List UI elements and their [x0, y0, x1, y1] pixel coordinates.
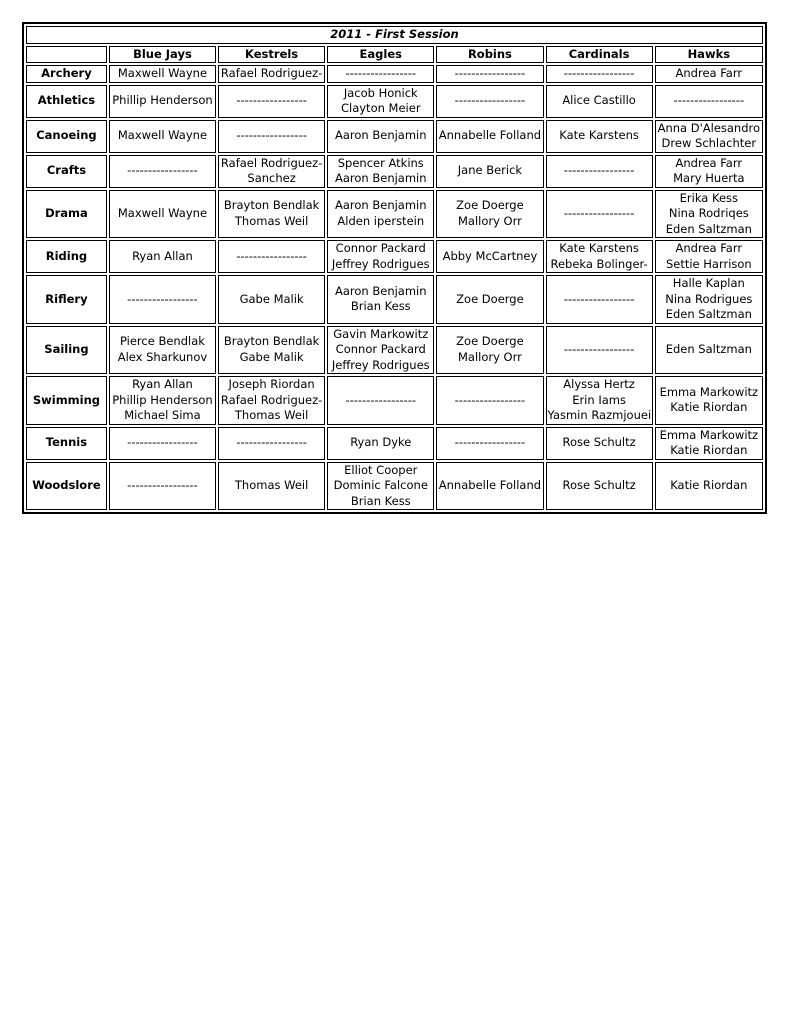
camper-name: Annabelle Folland: [438, 128, 542, 143]
camper-name: Gabe Malik: [239, 291, 304, 306]
camper-name: Spencer Atkins: [337, 155, 424, 170]
activity-label: Woodslore: [26, 462, 107, 511]
schedule-sheet: [22, 22, 767, 514]
assignment-cell: [546, 462, 653, 511]
assignment-cell: [436, 326, 543, 375]
assignment-cell: [218, 120, 325, 153]
assignment-cell: [655, 65, 763, 83]
camper-name: Erin Iams: [572, 392, 626, 407]
camper-name: Zoe Doerge: [456, 198, 524, 213]
assignment-cell: [546, 427, 653, 460]
assignment-cell: [546, 275, 653, 324]
column-header-hawks: Hawks: [655, 46, 763, 64]
camper-name: Sanchez: [247, 171, 296, 185]
camper-name: Annabelle Folland: [438, 478, 542, 492]
activity-row-woodslore: [26, 462, 763, 511]
column-header-kestrels: Kestrels: [218, 46, 325, 64]
activity-label: Athletics: [26, 85, 107, 118]
camper-name: Ryan Dyke: [350, 435, 412, 450]
camper-name: Gavin Markowitz: [333, 326, 429, 341]
camper-name: Joseph Riordan: [228, 377, 315, 391]
assignment-cell: [109, 65, 216, 83]
camper-name: Anna D'Alesandro: [657, 120, 761, 135]
activity-label: Swimming: [26, 376, 107, 425]
camper-name: Eden Saltzman: [665, 221, 752, 236]
assignment-cell: [655, 120, 763, 153]
assignment-cell: [109, 427, 216, 460]
assignment-cell: [546, 85, 653, 118]
assignment-cell: [109, 462, 216, 511]
camper-name: -----------------: [454, 66, 526, 80]
camper-name: -----------------: [673, 93, 745, 108]
assignment-cell: [436, 462, 543, 511]
camper-name: Drew Schlachter: [661, 136, 757, 150]
assignment-cell: [436, 85, 543, 118]
camper-name: Rebeka Bolinger-: [550, 256, 648, 271]
camper-name: -----------------: [345, 66, 417, 80]
camper-name: Brian Kess: [350, 493, 411, 508]
camper-name: Aaron Benjamin: [334, 128, 427, 143]
camper-name: Thomas Weil: [234, 408, 309, 422]
activity-row-canoeing: [26, 120, 763, 153]
camper-name: -----------------: [563, 206, 635, 220]
camper-name: -----------------: [563, 291, 635, 306]
assignment-cell: [327, 190, 434, 239]
assignment-cell: [109, 190, 216, 239]
camper-name: -----------------: [236, 435, 307, 450]
assignment-cell: [109, 240, 216, 273]
camper-name: -----------------: [127, 435, 198, 450]
camper-name: Nina Rodrigues: [665, 291, 753, 306]
camper-name: Jeffrey Rodrigues: [331, 256, 430, 271]
assignment-cell: [436, 65, 543, 83]
assignment-cell: [218, 240, 325, 273]
camper-name: Dominic Falcone: [333, 478, 428, 492]
assignment-cell: [327, 427, 434, 460]
column-header-robins: Robins: [436, 46, 543, 64]
assignment-cell: [655, 240, 763, 273]
assignment-cell: [655, 427, 763, 460]
assignment-cell: [546, 120, 653, 153]
camper-name: Katie Riordan: [670, 443, 748, 457]
assignment-cell: [655, 190, 763, 239]
camper-name: Aaron Benjamin: [334, 283, 427, 298]
camper-name: Katie Riordan: [670, 400, 748, 415]
camper-name: Jacob Honick: [343, 85, 418, 100]
camper-name: -----------------: [345, 392, 417, 407]
camper-name: -----------------: [563, 342, 635, 356]
camper-name: Maxwell Wayne: [117, 206, 208, 220]
camper-name: Alden iperstein: [337, 213, 425, 228]
camper-name: Connor Packard: [335, 241, 426, 255]
assignment-cell: [655, 275, 763, 324]
assignment-cell: [218, 376, 325, 425]
activity-label: Drama: [26, 190, 107, 239]
assignment-cell: [109, 120, 216, 153]
assignment-cell: [327, 155, 434, 188]
camper-name: Jane Berick: [457, 163, 523, 178]
camper-name: Eden Saltzman: [665, 342, 752, 356]
assignment-cell: [546, 376, 653, 425]
activity-row-riflery: [26, 275, 763, 324]
activity-label: Riding: [26, 240, 107, 273]
activity-label: Tennis: [26, 427, 107, 460]
camper-name: Kate Karstens: [559, 241, 639, 255]
assignment-cell: [327, 65, 434, 83]
activity-label: Riflery: [26, 275, 107, 324]
assignment-cell: [218, 462, 325, 511]
assignment-cell: [546, 155, 653, 188]
camper-name: Thomas Weil: [234, 478, 309, 492]
camper-name: Maxwell Wayne: [117, 66, 208, 80]
camper-name: Phillip Henderson: [112, 392, 213, 407]
camper-name: Rafael Rodriguez-: [220, 66, 323, 80]
camper-name: Rafael Rodriguez-: [220, 155, 323, 170]
assignment-cell: [327, 240, 434, 273]
camper-name: Yasmin Razmjouei: [547, 408, 652, 422]
assignment-cell: [218, 427, 325, 460]
camper-name: Mallory Orr: [457, 213, 522, 228]
camper-name: Emma Markowitz: [659, 427, 759, 442]
camper-name: -----------------: [127, 163, 198, 178]
activity-row-athletics: [26, 85, 763, 118]
assignment-cell: [655, 462, 763, 511]
schedule-table: [22, 22, 767, 514]
column-header-blue-jays: Blue Jays: [109, 46, 216, 64]
assignment-cell: [655, 326, 763, 375]
assignment-cell: [327, 120, 434, 153]
camper-name: Andrea Farr: [675, 155, 743, 170]
assignment-cell: [546, 190, 653, 239]
assignment-cell: [655, 85, 763, 118]
camper-name: -----------------: [454, 93, 526, 108]
assignment-cell: [546, 65, 653, 83]
camper-name: -----------------: [236, 248, 307, 263]
camper-name: Zoe Doerge: [456, 334, 524, 349]
assignment-cell: [109, 326, 216, 375]
camper-name: Rose Schultz: [562, 478, 636, 492]
camper-name: Brayton Bendlak: [223, 334, 320, 349]
activity-row-tennis: [26, 427, 763, 460]
assignment-cell: [436, 155, 543, 188]
title-row: [26, 26, 763, 44]
assignment-cell: [546, 240, 653, 273]
camper-name: Clayton Meier: [340, 101, 421, 115]
assignment-cell: [218, 85, 325, 118]
activity-label: Crafts: [26, 155, 107, 188]
camper-name: Thomas Weil: [234, 213, 309, 228]
camper-name: -----------------: [127, 478, 198, 492]
activity-row-swimming: [26, 376, 763, 425]
column-header-cardinals: Cardinals: [546, 46, 653, 64]
camper-name: Nina Rodriqes: [668, 206, 749, 220]
activity-label: Archery: [26, 65, 107, 83]
camper-name: Gabe Malik: [239, 349, 304, 364]
assignment-cell: [436, 376, 543, 425]
activity-row-drama: [26, 190, 763, 239]
camper-name: -----------------: [563, 66, 635, 80]
activity-label: Sailing: [26, 326, 107, 375]
camper-name: -----------------: [563, 163, 635, 178]
camper-name: Andrea Farr: [675, 66, 743, 80]
assignment-cell: [109, 376, 216, 425]
camper-name: Elliot Cooper: [344, 462, 418, 477]
camper-name: Eden Saltzman: [665, 307, 752, 321]
camper-name: Jeffrey Rodrigues: [331, 357, 430, 372]
assignment-cell: [109, 155, 216, 188]
corner-cell: [26, 46, 107, 64]
camper-name: Alyssa Hertz: [563, 377, 635, 391]
camper-name: Mallory Orr: [457, 349, 522, 364]
camper-name: Maxwell Wayne: [117, 128, 208, 143]
activity-row-crafts: [26, 155, 763, 188]
camper-name: Halle Kaplan: [672, 276, 745, 290]
camper-name: Emma Markowitz: [659, 384, 759, 399]
camper-name: Zoe Doerge: [456, 291, 524, 306]
camper-name: -----------------: [454, 435, 526, 450]
header-row: [26, 46, 763, 64]
column-header-eagles: Eagles: [327, 46, 434, 64]
camper-name: -----------------: [127, 291, 198, 306]
camper-name: Mary Huerta: [673, 171, 745, 185]
camper-name: Alex Sharkunov: [117, 349, 208, 364]
activity-row-archery: [26, 65, 763, 83]
camper-name: Andrea Farr: [675, 241, 743, 255]
assignment-cell: [218, 275, 325, 324]
camper-name: Rose Schultz: [562, 435, 636, 450]
camper-name: Pierce Bendlak: [119, 334, 205, 349]
activity-row-riding: [26, 240, 763, 273]
camper-name: -----------------: [236, 128, 307, 143]
assignment-cell: [327, 376, 434, 425]
activity-row-sailing: [26, 326, 763, 375]
camper-name: Alice Castillo: [562, 93, 636, 108]
camper-name: Brayton Bendlak: [223, 198, 320, 213]
assignment-cell: [109, 275, 216, 324]
assignment-cell: [436, 120, 543, 153]
page-title: 2011 - First Session: [26, 26, 763, 44]
camper-name: Brian Kess: [350, 299, 411, 314]
assignment-cell: [655, 155, 763, 188]
assignment-cell: [327, 462, 434, 511]
activity-label: Canoeing: [26, 120, 107, 153]
assignment-cell: [436, 275, 543, 324]
assignment-cell: [218, 190, 325, 239]
camper-name: -----------------: [454, 392, 526, 407]
camper-name: Rafael Rodriguez-: [220, 392, 323, 407]
camper-name: Ryan Allan: [132, 248, 193, 263]
assignment-cell: [327, 326, 434, 375]
assignment-cell: [546, 326, 653, 375]
assignment-cell: [218, 326, 325, 375]
camper-name: Erika Kess: [679, 190, 739, 205]
camper-name: Aaron Benjamin: [334, 198, 427, 213]
assignment-cell: [436, 427, 543, 460]
camper-name: Settie Harrison: [665, 256, 752, 271]
camper-name: Connor Packard: [335, 342, 426, 356]
assignment-cell: [218, 155, 325, 188]
assignment-cell: [109, 85, 216, 118]
camper-name: Abby McCartney: [442, 248, 538, 263]
camper-name: Aaron Benjamin: [334, 171, 427, 185]
camper-name: Phillip Henderson: [112, 93, 213, 108]
assignment-cell: [327, 275, 434, 324]
assignment-cell: [655, 376, 763, 425]
camper-name: Ryan Allan: [132, 377, 193, 391]
camper-name: Katie Riordan: [670, 478, 748, 492]
assignment-cell: [436, 190, 543, 239]
camper-name: Michael Sima: [124, 408, 201, 422]
camper-name: -----------------: [236, 93, 307, 108]
assignment-cell: [327, 85, 434, 118]
camper-name: Kate Karstens: [559, 128, 639, 143]
assignment-cell: [436, 240, 543, 273]
assignment-cell: [218, 65, 325, 83]
